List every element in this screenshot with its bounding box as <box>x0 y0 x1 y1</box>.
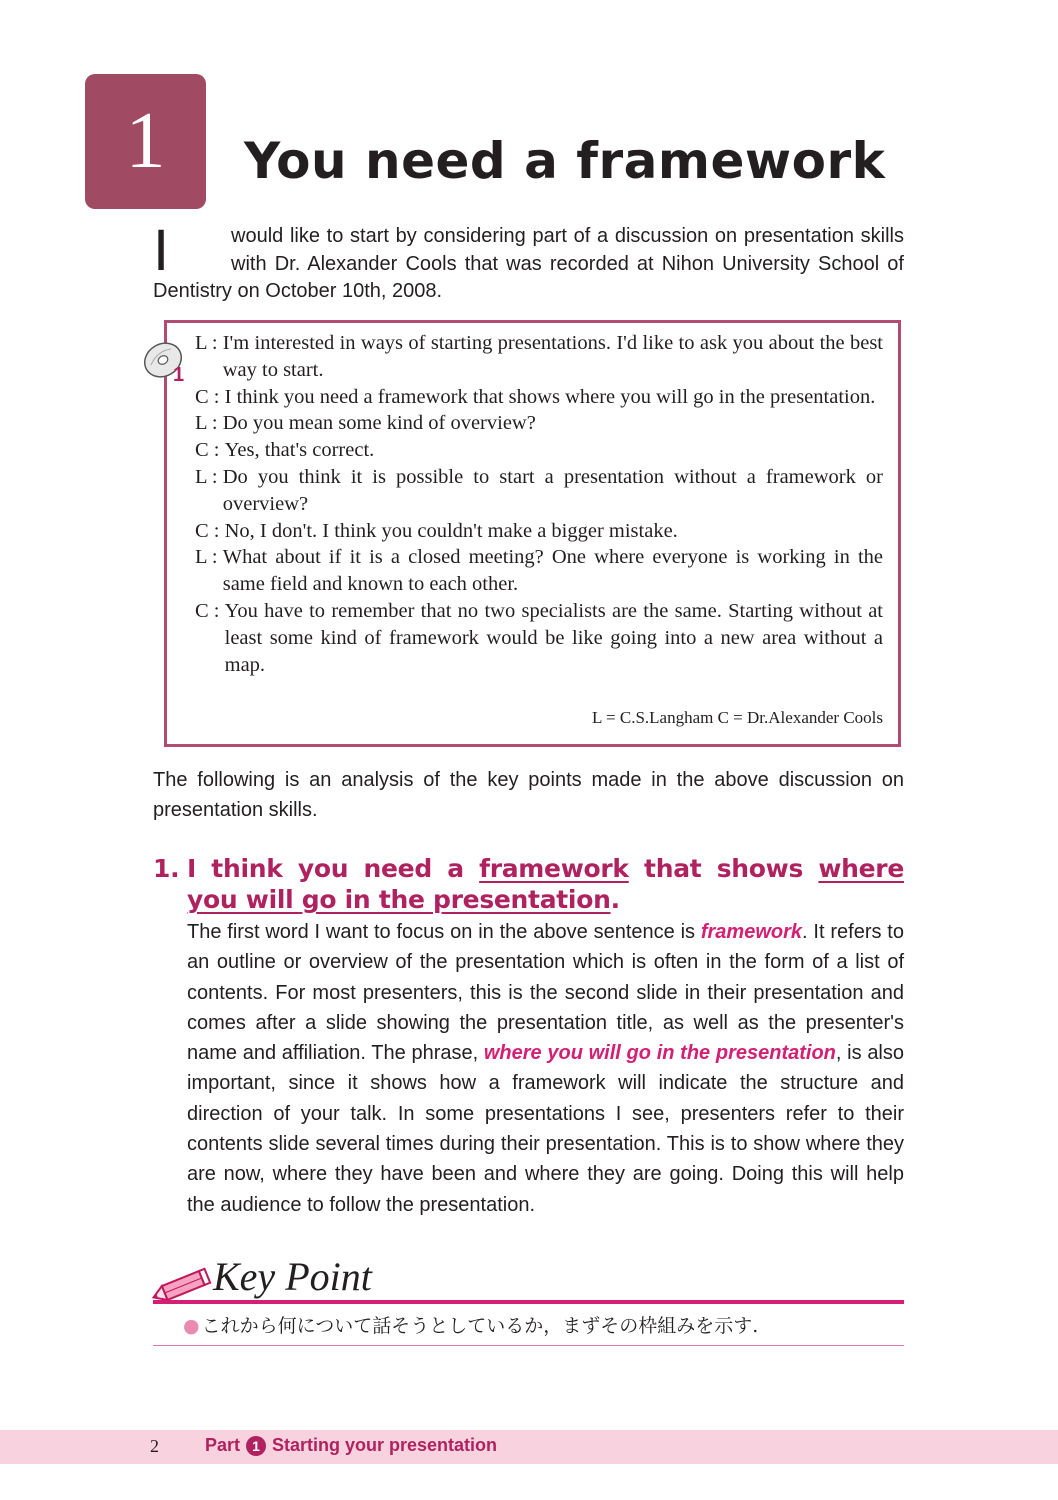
speaker-label: L : <box>195 465 223 488</box>
speaker-label: L : <box>195 546 223 569</box>
speaker-label: C : <box>195 599 225 622</box>
dialog-text: I think you need a framework that shows where you will go in the presentation. <box>224 385 876 408</box>
point-body <box>187 917 904 1220</box>
key-point-note <box>183 1311 758 1341</box>
speaker-label: L : <box>195 332 223 354</box>
drop-cap: I <box>153 218 170 283</box>
highlight-term: framework <box>700 921 803 943</box>
dialog-text: Yes, that's correct. <box>224 439 375 462</box>
dialog-line <box>195 384 883 411</box>
dialog-text: What about if it is a closed meeting? One where everyone is working in the same field and known to each other. <box>222 546 883 596</box>
analysis-intro: The following is an analysis of the key points made in the above discussion on presentation skills. <box>153 769 904 821</box>
pencil-icon <box>150 1265 212 1311</box>
heading-underlined-term: framework <box>479 854 629 883</box>
key-point-rule <box>153 1300 904 1304</box>
section-title: Starting your presentation <box>272 1435 498 1455</box>
dialog-line <box>195 410 883 437</box>
intro-paragraph <box>153 218 904 306</box>
speaker-label: C : <box>195 385 225 408</box>
speaker-label: L : <box>195 412 223 435</box>
dialog-text: Do you mean some kind of overview? <box>222 412 536 435</box>
part-word: Part <box>205 1435 241 1455</box>
speaker-label: C : <box>195 439 225 462</box>
heading-text: . <box>610 885 620 914</box>
dialog-line <box>195 330 883 384</box>
dialog-text: Do you think it is possible to start a presentation without a framework or overview? <box>222 465 883 515</box>
body-text: . It refers to an outline or overview of the presentation which is often in the form of a list of contents. For most presenters, this is the second slide in their presentation and comes after a slide showing the presentation title, as well as the presenter's name and affiliation. The phrase, <box>187 921 904 1065</box>
dialog-line <box>195 437 883 464</box>
bullet-icon: ● <box>183 1315 200 1337</box>
page-number: 2 <box>150 1436 159 1456</box>
audio-cd-icon[interactable] <box>141 335 189 383</box>
part-label <box>205 1435 497 1456</box>
track-number: 1 <box>173 364 185 383</box>
dialog-line <box>195 544 883 598</box>
body-text: , is also important, since it shows how a framework will indicate the structure and direction of your talk. In some presentations I see, presenters refer to their contents slide several times during their presentation. This is to show where they are now, where they have been and where they are going. Doing this will help the audience to follow the presentation. <box>187 1042 905 1216</box>
body-text: The first word I want to focus on in the above sentence is <box>187 921 701 943</box>
dialog-line <box>195 518 883 545</box>
key-point-divider <box>153 1345 904 1346</box>
highlight-phrase: where you will go in the presentation <box>483 1042 836 1065</box>
speaker-legend: L = C.S.Langham C = Dr.Alexander Cools <box>592 708 883 727</box>
chapter-number-box <box>85 74 206 209</box>
dialog-text: No, I don't. I think you couldn't make a bigger mistake. <box>224 519 678 542</box>
heading-underlined-phrase: where you will go in the presentation <box>187 854 904 914</box>
intro-text: would like to start by considering part of a discussion on presentation skills with Dr. Alexander Cools that was recorded at Nihon University School of Dentistry on October 10th, 2008. <box>153 225 904 302</box>
dialog-line <box>195 598 883 678</box>
dialog-text: I'm interested in ways of starting presentations. I'd like to ask you about the best way to start. <box>222 332 883 381</box>
point-heading <box>153 853 904 915</box>
key-point-title: Key Point <box>213 1254 372 1299</box>
key-point-text: これから何について話そうとしているか，まずその枠組みを示す. <box>201 1315 759 1337</box>
part-number-badge: 1 <box>246 1436 266 1456</box>
dialog-line <box>195 464 883 518</box>
dialog-text: You have to remember that no two specialists are the same. Starting without at least some kind of framework would be like going into a new area without a map. <box>224 599 883 676</box>
chapter-number: 1 <box>125 97 166 185</box>
heading-text: I think you need a <box>187 854 480 883</box>
heading-text: that shows <box>628 854 819 883</box>
chapter-title: You need a framework <box>244 132 886 190</box>
speaker-label: C : <box>195 519 225 542</box>
dialog-transcript <box>195 330 883 678</box>
point-number: 1. <box>153 854 180 883</box>
